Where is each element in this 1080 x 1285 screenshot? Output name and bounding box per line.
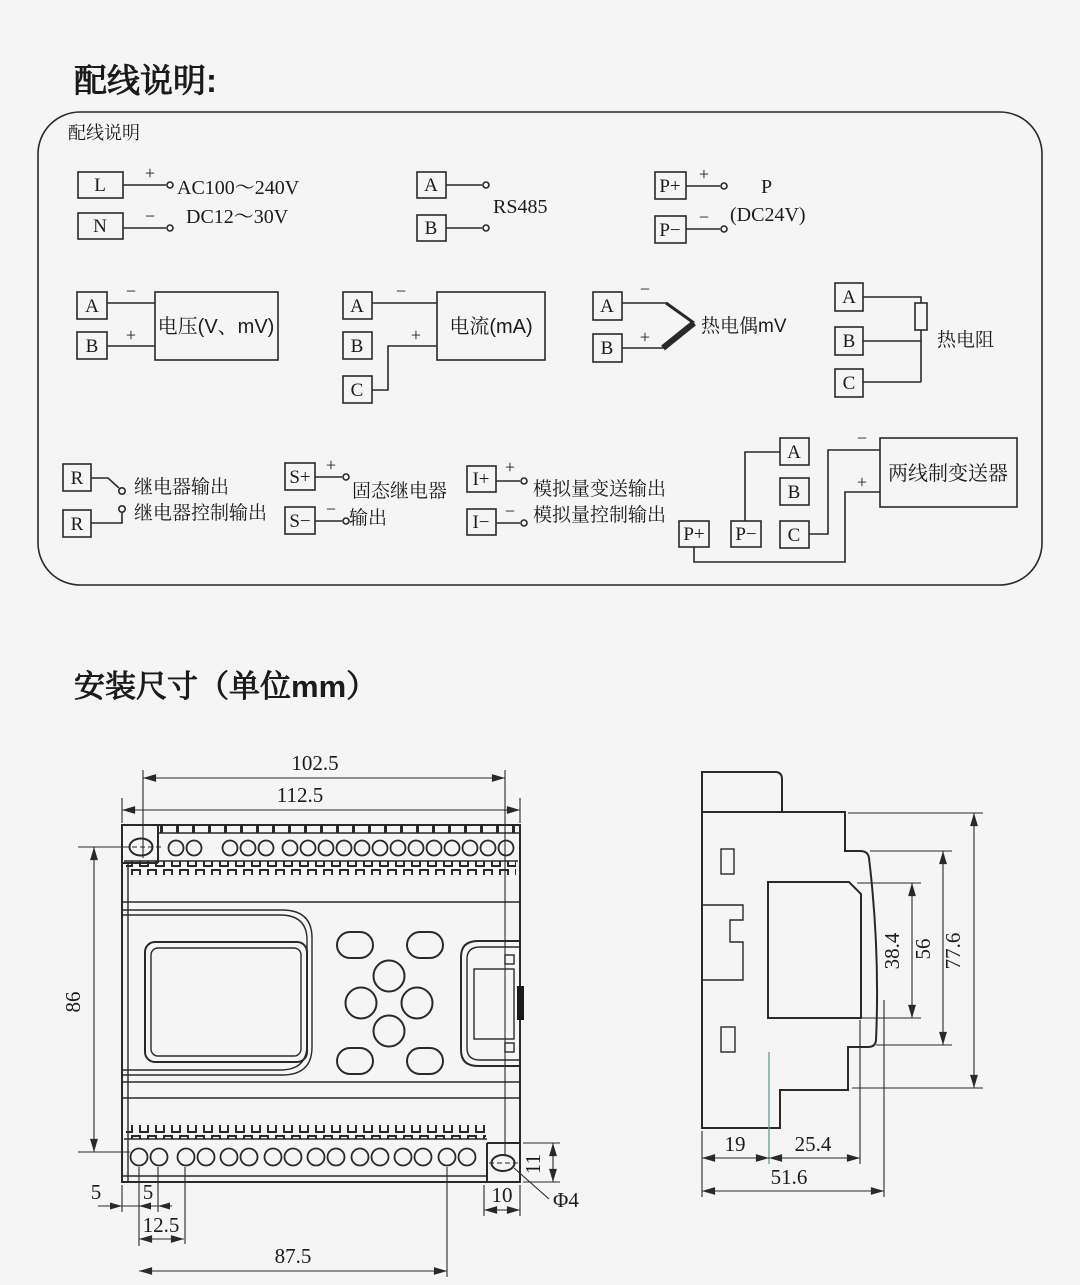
side-connector	[461, 941, 524, 1066]
rs485-label: RS485	[493, 196, 548, 218]
dim-hole-phi4: Φ4	[553, 1188, 579, 1212]
plus-sign: +	[639, 327, 651, 347]
dim-86: 86	[61, 991, 85, 1013]
terminal-N: N	[93, 216, 107, 237]
resistor-symbol	[915, 303, 927, 330]
bottom-terminal-row	[131, 1149, 476, 1166]
wiring-thermocouple	[593, 279, 787, 362]
dim-102-5: 102.5	[291, 751, 339, 775]
side-panel-face	[768, 882, 861, 1018]
relay-control-label: 继电器控制输出	[134, 503, 268, 524]
terminal-C: C	[842, 373, 856, 394]
dim-25-4: 25.4	[794, 1132, 832, 1156]
wiring-box-header: 配线说明	[68, 123, 140, 143]
install-title: 安装尺寸（单位mm）	[74, 669, 378, 704]
dim-38-4: 38.4	[880, 932, 904, 970]
terminal-B: B	[787, 482, 801, 503]
dim-51-6: 51.6	[770, 1165, 808, 1189]
minus-sign: −	[144, 206, 156, 226]
terminal-B: B	[842, 331, 856, 352]
terminal-B: B	[85, 336, 99, 357]
wiring-p24	[655, 164, 806, 243]
side-dimensions	[702, 813, 983, 1197]
dim-12-5: 12.5	[142, 1213, 180, 1237]
wiring-power	[78, 163, 300, 239]
vent-band-top	[126, 861, 516, 875]
dim-10: 10	[491, 1183, 513, 1207]
plus-sign: +	[698, 164, 710, 184]
mount-hole-bottom	[492, 1155, 515, 1171]
wiring-ssr	[285, 455, 447, 534]
terminal-S-minus: S−	[289, 511, 311, 532]
rtd-label: 热电阻	[937, 330, 995, 351]
minus-sign: −	[856, 428, 868, 448]
wiring-transmitter	[679, 428, 1017, 562]
dim-77-6: 77.6	[941, 932, 965, 970]
thermocouple-label: 热电偶mV	[701, 316, 787, 337]
terminal-A: A	[350, 296, 364, 317]
minus-sign: −	[504, 501, 516, 521]
dim-5b: 5	[142, 1180, 154, 1204]
terminal-S-plus: S+	[289, 467, 311, 488]
dim-5a: 5	[90, 1180, 102, 1204]
dim-87-5: 87.5	[274, 1244, 312, 1268]
terminal-A: A	[424, 175, 438, 196]
p24-sublabel: (DC24V)	[730, 204, 806, 226]
front-view	[122, 825, 524, 1182]
voltage-box-label: 电压(V、mV)	[157, 316, 275, 338]
terminal-C: C	[350, 380, 364, 401]
ssr-label: 固态继电器	[352, 481, 448, 502]
power-range-dc: DC12～30V	[186, 206, 289, 228]
terminal-A: A	[842, 287, 856, 308]
display-window	[145, 942, 307, 1062]
power-range-ac: AC100～240V	[177, 177, 300, 199]
dim-56: 56	[911, 938, 935, 960]
minus-sign: −	[125, 281, 137, 301]
wiring-relay	[63, 464, 267, 537]
page-title: 配线说明:	[74, 62, 217, 99]
terminal-A: A	[85, 296, 99, 317]
terminal-P-minus: P−	[735, 524, 757, 545]
terminal-A: A	[787, 442, 801, 463]
p24-label: P	[761, 176, 773, 198]
vent-band-bottom	[126, 1125, 486, 1139]
terminal-B: B	[424, 218, 438, 239]
terminal-R1: R	[70, 468, 84, 489]
plus-sign: +	[125, 325, 137, 345]
terminal-I-plus: I+	[472, 469, 490, 490]
terminal-A: A	[600, 296, 614, 317]
plus-sign: +	[504, 457, 516, 477]
wiring-current	[343, 281, 545, 403]
analog-control-label: 模拟量控制输出	[533, 505, 667, 526]
terminal-L: L	[94, 175, 106, 196]
plus-sign: +	[144, 163, 156, 183]
wiring-rs485	[417, 172, 547, 241]
terminal-C: C	[787, 525, 801, 546]
terminal-P-plus: P+	[659, 176, 681, 197]
relay-output-label: 继电器输出	[134, 477, 230, 498]
terminal-R2: R	[70, 514, 84, 535]
minus-sign: −	[325, 499, 337, 519]
terminal-B: B	[350, 336, 364, 357]
side-view	[702, 772, 877, 1128]
keypad-buttons	[337, 932, 443, 1074]
minus-sign: −	[639, 279, 651, 299]
current-box-label: 电流(mA)	[449, 316, 533, 338]
plus-sign: +	[856, 472, 868, 492]
dim-112-5: 112.5	[276, 783, 324, 807]
analog-transmit-label: 模拟量变送输出	[533, 479, 667, 500]
minus-sign: −	[395, 281, 407, 301]
wiring-analog	[467, 457, 666, 535]
wiring-rtd	[835, 283, 994, 397]
terminal-I-minus: I−	[472, 512, 490, 533]
terminal-P-minus: P−	[659, 220, 681, 241]
transmitter-box-label: 两线制变送器	[888, 463, 1008, 485]
minus-sign: −	[698, 207, 710, 227]
wiring-voltage	[77, 281, 278, 360]
plus-sign: +	[325, 455, 337, 475]
plus-sign: +	[410, 325, 422, 345]
top-terminal-row	[169, 841, 514, 856]
dim-11: 11	[521, 1153, 545, 1175]
dim-19: 19	[724, 1132, 746, 1156]
terminal-B: B	[600, 338, 614, 359]
din-clip-slot	[702, 905, 743, 980]
ssr-sublabel: 输出	[349, 508, 388, 529]
terminal-P-plus: P+	[683, 524, 705, 545]
